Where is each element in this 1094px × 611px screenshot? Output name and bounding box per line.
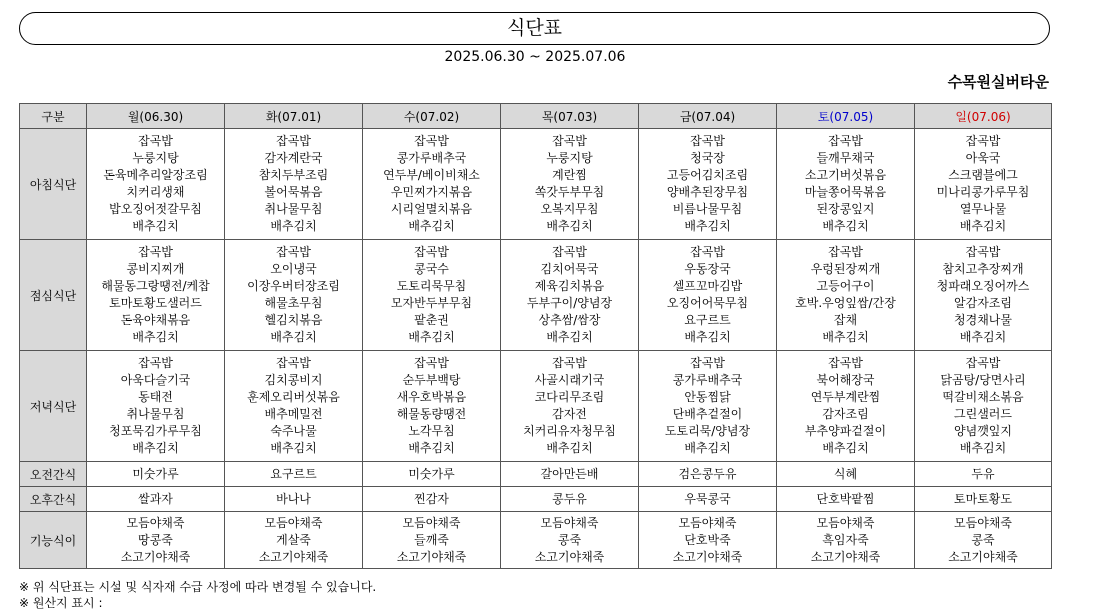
menu-item: 잡곡밥 [828, 356, 863, 370]
menu-item: 소고기야채죽 [120, 549, 191, 564]
menu-item: 모자반두부무침 [390, 296, 473, 310]
menu-item: 배추김치 [132, 441, 179, 455]
menu-item: 연두부계란찜 [810, 390, 881, 404]
menu-item: 콩두유 [552, 491, 587, 506]
meal-row-label: 아침식단 [20, 129, 87, 240]
menu-item: 잡곡밥 [138, 356, 173, 370]
meal-cell [915, 240, 1052, 351]
menu-item: 오복지무침 [540, 202, 599, 216]
header-day: 토(07.05) [777, 104, 915, 129]
menu-item: 배추김치 [959, 330, 1007, 344]
menu-item: 훈제오리버섯볶음 [247, 390, 340, 404]
menu-item: 마늘쫑어묵볶음 [804, 185, 887, 199]
menu-item: 감자계란국 [264, 151, 323, 165]
menu-item: 모듬야채죽 [402, 515, 461, 530]
menu-item: 잡곡밥 [965, 245, 1001, 259]
menu-item: 잡곡밥 [276, 245, 311, 259]
menu-item: 식혜 [833, 466, 858, 481]
menu-item: 우렁된장찌개 [810, 262, 881, 276]
menu-item: 김치콩비지 [264, 373, 323, 387]
menu-item: 고등어구이 [816, 279, 875, 293]
header-category: 구분 [20, 104, 87, 129]
menu-item: 도토리묵/양념장 [664, 424, 751, 438]
meal-cell [777, 129, 915, 240]
menu-item: 노각무침 [408, 424, 455, 438]
menu-item: 해물동그랑땡전/케찹 [101, 279, 210, 293]
menu-item: 잡곡밥 [276, 356, 311, 370]
meal-cell [639, 487, 777, 512]
menu-item: 감자조림 [822, 407, 869, 421]
menu-item: 북어해장국 [816, 373, 875, 387]
meal-row-label: 점심식단 [20, 240, 87, 351]
menu-item: 해물동량땡전 [396, 407, 467, 421]
menu-item: 치커리유자청무침 [523, 424, 616, 438]
menu-item: 잡곡밥 [276, 134, 311, 148]
menu-item: 소고기야채죽 [810, 549, 881, 564]
menu-item: 콩비지찌개 [126, 262, 185, 276]
menu-item: 토마토황도샐러드 [109, 296, 202, 310]
menu-item: 팥춘권 [414, 313, 449, 327]
menu-item: 검은콩두유 [678, 466, 737, 481]
menu-item: 소고기야채죽 [948, 549, 1018, 564]
meal-cell [777, 462, 915, 487]
meal-cell [225, 351, 363, 462]
menu-item: 아욱다슬기국 [120, 373, 191, 387]
menu-item: 부추양파겉절이 [804, 424, 887, 438]
meal-cell [225, 129, 363, 240]
menu-item: 콩가루배추국 [396, 151, 467, 165]
menu-item: 요구르트 [684, 313, 731, 327]
menu-item: 양념깻잎지 [954, 424, 1012, 438]
menu-item: 흑임자죽 [822, 532, 869, 547]
menu-item: 배추김치 [546, 219, 593, 233]
meal-cell [777, 240, 915, 351]
menu-item: 모듬야채죽 [816, 515, 875, 530]
menu-item: 참치고추장찌개 [942, 262, 1024, 276]
menu-item: 닭곰탕/당면사리 [940, 373, 1026, 387]
menu-item: 토마토황도 [954, 491, 1012, 506]
menu-item: 상추쌈/쌈장 [538, 313, 601, 327]
menu-item: 셀프꼬마김밥 [672, 279, 743, 293]
meal-row-label: 저녁식단 [20, 351, 87, 462]
menu-item: 돈육야채볶음 [120, 313, 191, 327]
meal-cell [225, 487, 363, 512]
facility-name: 수목원실버타운 [947, 73, 1049, 91]
menu-item: 오징어어묵무침 [666, 296, 749, 310]
menu-item: 미숫가루 [132, 466, 179, 481]
menu-item: 두유 [971, 466, 995, 481]
date-range: 2025.06.30 ~ 2025.07.06 [444, 49, 626, 65]
menu-item: 알감자조림 [954, 296, 1012, 310]
meal-row-label: 기능식이 [20, 512, 87, 569]
menu-item: 배추김치 [959, 219, 1007, 233]
meal-row [20, 462, 1052, 487]
menu-item: 쏙갓두부무침 [534, 185, 605, 199]
menu-item: 단호박죽 [684, 532, 731, 547]
header-day: 수(07.02) [363, 104, 501, 129]
menu-item: 배추김치 [959, 441, 1007, 455]
menu-item: 된장콩잎지 [816, 202, 875, 216]
menu-item: 배추메밀전 [264, 407, 323, 421]
meal-cell [87, 129, 225, 240]
menu-item: 감자전 [552, 407, 587, 421]
menu-item: 순두부백탕 [402, 373, 461, 387]
menu-item: 이장우버터장조림 [247, 279, 340, 293]
menu-item: 콩국수 [414, 262, 449, 276]
menu-item: 잡곡밥 [828, 134, 863, 148]
menu-item: 사골시래기국 [534, 373, 605, 387]
meal-cell [87, 462, 225, 487]
meal-cell [225, 462, 363, 487]
menu-item: 배추김치 [408, 219, 455, 233]
meal-cell [915, 487, 1052, 512]
menu-item: 소고기야채죽 [258, 549, 329, 564]
menu-item: 밥오징어젓갈무침 [109, 202, 202, 216]
menu-item: 잡곡밥 [414, 245, 449, 259]
meal-cell [363, 462, 501, 487]
meal-cell [363, 351, 501, 462]
meal-row [20, 129, 1052, 240]
menu-item: 미숫가루 [408, 466, 455, 481]
menu-item: 갈아만든배 [540, 466, 599, 481]
menu-item: 잡곡밥 [690, 134, 725, 148]
menu-item: 들깨무채국 [816, 151, 875, 165]
menu-item: 잡곡밥 [552, 356, 587, 370]
meal-cell [915, 129, 1052, 240]
menu-item: 잡곡밥 [138, 245, 173, 259]
menu-item: 잡곡밥 [138, 134, 173, 148]
meal-cell [363, 240, 501, 351]
menu-item: 열무나물 [959, 202, 1007, 216]
meal-cell [915, 512, 1052, 569]
meal-cell [777, 351, 915, 462]
menu-item: 잡곡밥 [965, 356, 1001, 370]
header-day: 월(06.30) [87, 104, 225, 129]
menu-item: 시리얼멸치볶음 [390, 202, 473, 216]
meal-cell [501, 351, 639, 462]
menu-item: 계란찜 [552, 168, 587, 182]
menu-item: 모듬야채죽 [126, 515, 185, 530]
menu-item: 요구르트 [270, 466, 317, 481]
header-day: 금(07.04) [639, 104, 777, 129]
meal-cell [363, 512, 501, 569]
menu-item: 배추김치 [822, 441, 869, 455]
note-line: ※ 위 식단표는 시설 및 식자재 수급 사정에 따라 변경될 수 있습니다. [19, 580, 377, 594]
menu-item: 우동장국 [684, 262, 731, 276]
menu-item: 땅콩죽 [138, 532, 173, 547]
menu-item: 청포묵김가루무침 [109, 424, 202, 438]
menu-item: 연두부/베이비채소 [383, 168, 480, 182]
meal-cell [639, 240, 777, 351]
menu-item: 소고기야채죽 [396, 549, 467, 564]
meal-cell [639, 512, 777, 569]
meal-cell [501, 512, 639, 569]
menu-item: 오이냉국 [270, 262, 317, 276]
meal-row [20, 240, 1052, 351]
meal-cell [501, 129, 639, 240]
menu-item: 잡곡밥 [414, 356, 449, 370]
meal-cell [87, 351, 225, 462]
page-title: 식단표 [19, 12, 1050, 45]
menu-item: 배추김치 [822, 219, 869, 233]
meal-cell [777, 487, 915, 512]
menu-item: 게살죽 [276, 532, 311, 547]
menu-item: 참치두부조림 [258, 168, 329, 182]
menu-item: 찐감자 [414, 491, 449, 506]
menu-item: 잡곡밥 [690, 245, 725, 259]
menu-item: 콩죽 [971, 532, 995, 547]
meal-cell [363, 129, 501, 240]
menu-item: 배추김치 [684, 330, 731, 344]
menu-item: 돈육메추리알장조림 [103, 168, 208, 182]
menu-item: 들깨죽 [414, 532, 449, 547]
menu-item: 배추김치 [822, 330, 869, 344]
meal-cell [501, 240, 639, 351]
menu-item: 쌀과자 [138, 491, 173, 506]
menu-item: 떡갈비채소볶음 [942, 390, 1024, 404]
menu-page [19, 12, 1051, 611]
menu-item: 제육김치볶음 [534, 279, 605, 293]
menu-item: 모듬야채죽 [264, 515, 323, 530]
menu-item: 잡채 [833, 313, 858, 327]
menu-item: 잡곡밥 [965, 134, 1001, 148]
meal-cell [501, 487, 639, 512]
meal-cell [777, 512, 915, 569]
menu-item: 누룽지탕 [132, 151, 179, 165]
meal-cell [915, 351, 1052, 462]
menu-item: 단배추겉절이 [672, 407, 743, 421]
meal-row-label: 오전간식 [20, 462, 87, 487]
meal-row [20, 351, 1052, 462]
menu-item: 그린샐러드 [954, 407, 1012, 421]
menu-item: 볼어묵볶음 [264, 185, 323, 199]
menu-item: 배추김치 [270, 219, 317, 233]
meal-cell [87, 240, 225, 351]
menu-item: 우민찌가지볶음 [390, 185, 473, 199]
menu-item: 배추김치 [132, 330, 179, 344]
menu-item: 배추김치 [408, 330, 455, 344]
menu-item: 양배추된장무침 [666, 185, 749, 199]
menu-item: 김치어묵국 [540, 262, 599, 276]
menu-item: 배추김치 [270, 441, 317, 455]
meal-cell [87, 487, 225, 512]
menu-item: 누룽지탕 [546, 151, 593, 165]
menu-item: 미나리콩가루무침 [936, 185, 1030, 199]
menu-item: 취나물무침 [264, 202, 323, 216]
menu-item: 두부구이/양념장 [526, 296, 613, 310]
menu-item: 모듬야채죽 [540, 515, 599, 530]
meal-cell [87, 512, 225, 569]
menu-item: 코다리무조림 [534, 390, 605, 404]
menu-item: 콩죽 [557, 532, 582, 547]
menu-item: 청국장 [690, 151, 725, 165]
menu-item: 청파래오징어까스 [936, 279, 1030, 293]
meal-row [20, 487, 1052, 512]
menu-item: 잡곡밥 [552, 134, 587, 148]
meal-row-label: 오후간식 [20, 487, 87, 512]
menu-item: 배추김치 [684, 441, 731, 455]
menu-item: 해물초무침 [264, 296, 323, 310]
menu-item: 잡곡밥 [552, 245, 587, 259]
menu-item: 배추김치 [270, 330, 317, 344]
menu-item: 아욱국 [965, 151, 1001, 165]
menu-item: 배추김치 [408, 441, 455, 455]
menu-item: 비름나물무침 [672, 202, 743, 216]
menu-item: 헬김치볶음 [264, 313, 323, 327]
menu-item: 단호박팥찜 [816, 491, 875, 506]
menu-item: 청경채나물 [954, 313, 1012, 327]
menu-item: 배추김치 [684, 219, 731, 233]
menu-item: 도토리묵무침 [396, 279, 467, 293]
notes [19, 579, 1051, 611]
menu-item: 콩가루배추국 [672, 373, 743, 387]
menu-item: 숙주나물 [270, 424, 317, 438]
menu-item: 모듬야채죽 [678, 515, 737, 530]
menu-item: 잡곡밥 [690, 356, 725, 370]
meal-cell [501, 462, 639, 487]
note-line: ※ 원산지 표시 : [19, 596, 103, 610]
meal-cell [915, 462, 1052, 487]
meal-cell [639, 351, 777, 462]
meal-row [20, 512, 1052, 569]
menu-item: 취나물무침 [126, 407, 185, 421]
menu-item: 호박.우엉잎쌈/간장 [795, 296, 896, 310]
meal-cell [225, 240, 363, 351]
menu-item: 소고기야채죽 [534, 549, 605, 564]
header-day: 목(07.03) [501, 104, 639, 129]
meal-table [19, 103, 1052, 569]
menu-item: 스크램블에그 [948, 168, 1018, 182]
menu-item: 우묵콩국 [684, 491, 731, 506]
menu-item: 소고기야채죽 [672, 549, 743, 564]
header-day: 일(07.06) [915, 104, 1052, 129]
meal-cell [363, 487, 501, 512]
menu-item: 잡곡밥 [414, 134, 449, 148]
menu-item: 안동찜닭 [684, 390, 731, 404]
menu-item: 배추김치 [546, 441, 593, 455]
meal-cell [225, 512, 363, 569]
header-day: 화(07.01) [225, 104, 363, 129]
table-header-row [20, 104, 1052, 129]
meal-cell [639, 129, 777, 240]
menu-item: 잡곡밥 [828, 245, 863, 259]
menu-item: 바나나 [276, 491, 311, 506]
menu-item: 동태전 [138, 390, 173, 404]
menu-item: 새우호박볶음 [396, 390, 467, 404]
menu-item: 배추김치 [546, 330, 593, 344]
menu-item: 배추김치 [132, 219, 179, 233]
meal-cell [639, 462, 777, 487]
menu-item: 치커리생채 [126, 185, 185, 199]
menu-item: 모듬야채죽 [954, 515, 1012, 530]
menu-item: 고등어김치조림 [666, 168, 749, 182]
menu-item: 소고기버섯볶음 [804, 168, 887, 182]
